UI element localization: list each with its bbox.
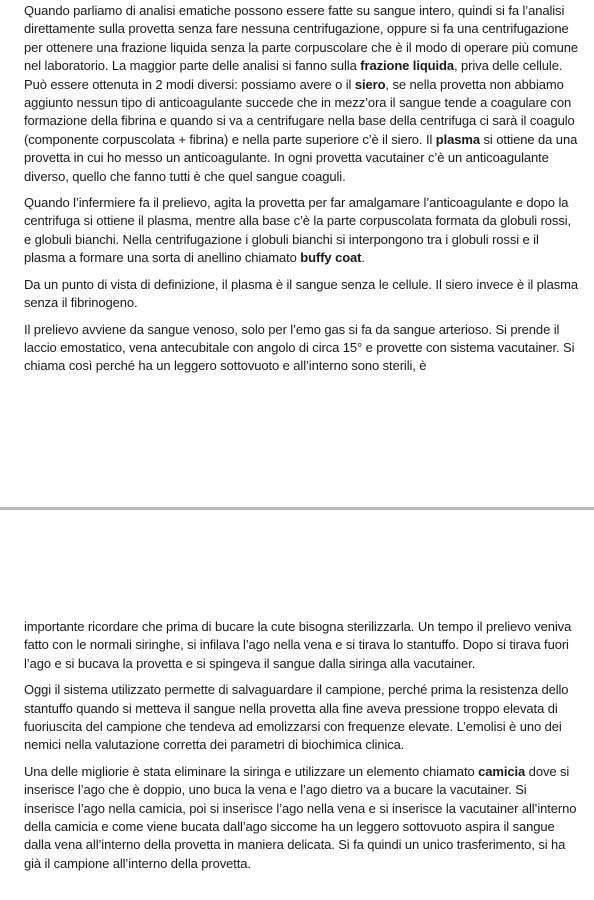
paragraph [24, 763, 580, 873]
text-run: Quando parliamo di analisi ematiche possono essere fatte su sangue intero, quindi si fa l’analisi direttamente sulla provetta senza fare nessuna centrifugazione, oppure si fa una centrifugazione per ottenere una frazione liquida senza la parte corpuscolare che è il modo di operare più comune nel laboratorio. La maggior parte delle analisi si fanno sulla [24, 3, 578, 74]
paragraph [24, 194, 580, 268]
text-run: Una delle migliorie è stata eliminare la siringa e utilizzare un elemento chiamato [24, 763, 479, 779]
bold-term: siero [354, 76, 386, 92]
paragraph [24, 681, 580, 755]
text-run: . [361, 250, 365, 266]
bold-term: buffy coat [300, 250, 362, 266]
paragraph [24, 276, 580, 313]
text-run: Da un punto di vista di definizione, il plasma è il sangue senza le cellule. Il siero invece è il plasma senza il fibrinogeno. [24, 276, 578, 311]
bold-term: plasma [435, 131, 480, 147]
text-run: dove si inserisce l’ago che è doppio, uno buca la vena e l’ago dietro va a bucare la vacutainer. Si inserisce l’ago nella camicia, poi si inserisce l’ago nella vena e si inserisce la vacutainer all’interno della camicia e come viene bucata dall’ago siccome ha un leggero sottovuoto aspira il sangue dalla vena all’interno della provetta in maniera delicata. Si fa quindi un unico trasferimento, si ha già il campione all’interno della provetta. [24, 763, 577, 871]
paragraph [24, 2, 580, 186]
bold-term: frazione liquida [360, 58, 454, 74]
text-run: Il prelievo avviene da sangue venoso, solo per l’emo gas si fa da sangue arterioso. Si prende il laccio emostatico, vena antecubitale con angolo di circa 15° e provette con sistema vacutainer. Si chiama così perché ha un leggero sottovuoto e all’interno sono sterili, è [24, 321, 575, 374]
text-run: , priva delle cellule. Può essere ottenuta in 2 modi diversi: possiamo avere o il [24, 58, 563, 92]
paragraph [24, 321, 580, 376]
text-run: Quando l’infermiere fa il prelievo, agita la provetta per far amalgamare l’anticoagulante e dopo la centrifuga si ottiene il plasma, mentre alla base c’è la parte corpuscolata formata da globuli rossi, e globuli bianchi. Nella centrifugazione i globuli bianchi si interpongono tra i globuli rossi e il plasma a formare una sorta di anellino chiamato [24, 195, 572, 266]
page-1-body [24, 2, 580, 384]
page-separator [0, 507, 594, 548]
text-run: si ottiene da una provetta in cui ho messo un anticoagulante. In ogni provetta vacutainer c’è un anticoagulante diverso, quello che fanno tutti è che quel sangue coaguli. [24, 131, 578, 184]
text-run: , se nella provetta non abbiamo aggiunto nessun tipo di anticoagulante succede che in mezz’ora il sangue tende a coagulare con formazione della fibrina e quando si va a centrifugare nella base della centrifuga ci sarà il coagulo (componente corpuscolata + fibrina) e nella parte superiore c’è il siero. Il [24, 76, 575, 147]
paragraph [24, 618, 580, 673]
bold-term: camicia [478, 763, 526, 779]
text-run: importante ricordare che prima di bucare la cute bisogna sterilizzarla. Un tempo il prelievo veniva fatto con le normali siringhe, si infilava l’ago nella vena e si tirava lo stantuffo. Dopo si tirava fuori l’ago e si bucava la provetta e si spingeva il sangue dalla siringa alla vacutainer. [24, 619, 572, 671]
text-run: Oggi il sistema utilizzato permette di salvaguardare il campione, perché prima la resistenza dello stantuffo quando si metteva il sangue nella provetta alla fine aveva pressione troppo elevata di fuoriuscita del campione che tendeva ad emolizzarsi con frequenze elevate. L’emolisi è uno dei nemici nella valutazione corretta dei parametri di biochimica clinica. [24, 682, 569, 753]
page-2-body [24, 618, 580, 881]
document-page-2 [0, 548, 594, 900]
